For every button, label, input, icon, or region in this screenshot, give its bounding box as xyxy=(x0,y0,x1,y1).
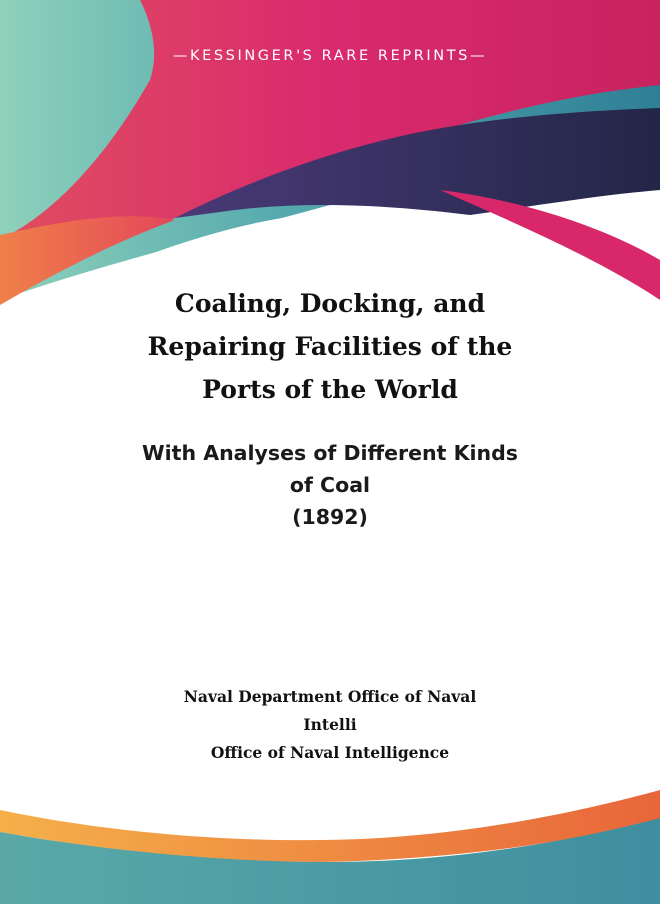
book-title xyxy=(60,282,600,411)
subtitle-line: of Coal xyxy=(289,473,371,497)
author-block xyxy=(60,683,600,767)
title-line: Coaling, Docking, and xyxy=(174,289,486,318)
subtitle-year: (1892) xyxy=(292,505,368,529)
author-line: Intelli xyxy=(303,715,357,734)
book-subtitle xyxy=(60,437,600,533)
author-line: Naval Department Office of Naval xyxy=(183,687,477,706)
author-line: Office of Naval Intelligence xyxy=(210,743,450,762)
title-line: Ports of the World xyxy=(202,375,458,404)
subtitle-line: With Analyses of Different Kinds xyxy=(142,441,518,465)
publisher-banner: —KESSINGER'S RARE REPRINTS— xyxy=(172,48,488,64)
title-line: Repairing Facilities of the xyxy=(147,332,513,361)
